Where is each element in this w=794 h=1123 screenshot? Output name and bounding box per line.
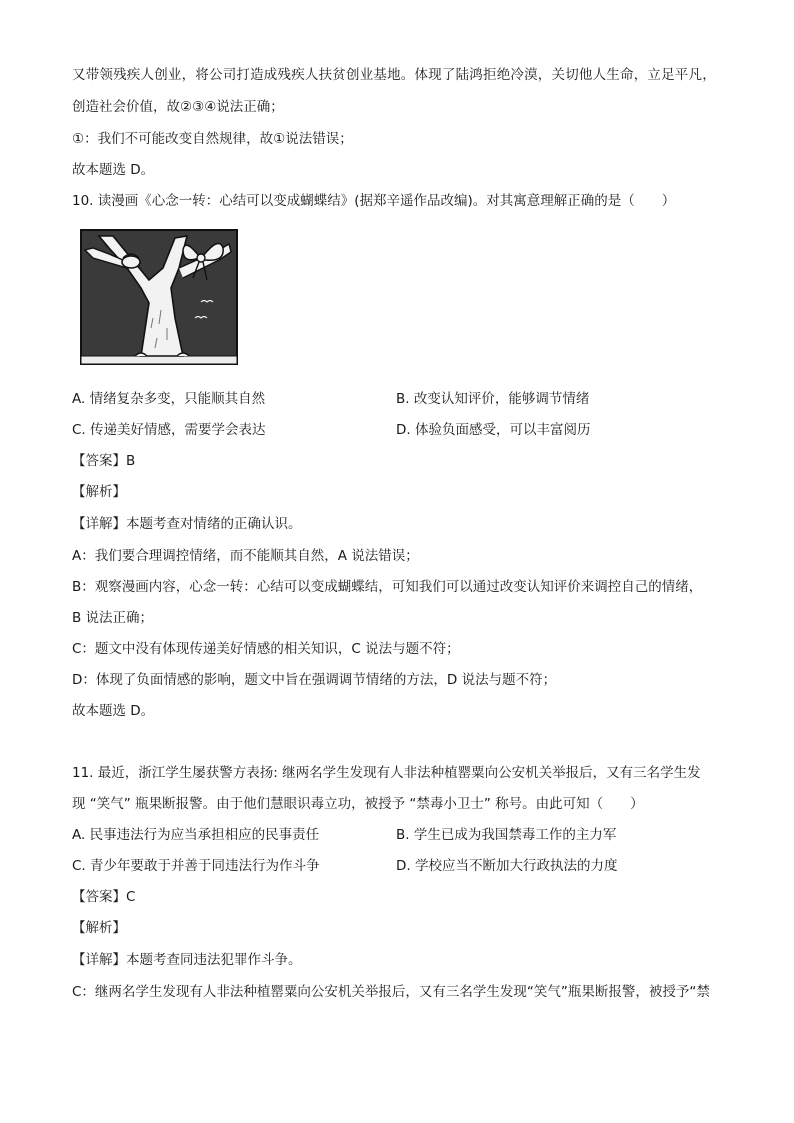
q9-conclusion: 故本题选 D。 <box>72 162 155 178</box>
q10-explanation-c: C：题文中没有体现传递美好情感的相关知识，C 说法与题不符； <box>72 641 460 657</box>
q11-option-c: C. 青少年要敢于并善于同违法行为作斗争 <box>72 858 320 874</box>
q10-explanation-b-line-1: B：观察漫画内容，心念一转：心结可以变成蝴蝶结，可知我们可以通过改变认知评价来调控自己的情绪， <box>72 579 703 595</box>
q11-option-b: B. 学生已成为我国禁毒工作的主力军 <box>396 827 617 843</box>
q10-explanation-a: A：我们要合理调控情绪，而不能顺其自然，A 说法错误； <box>72 548 419 564</box>
q11-stem-line-1: 11. 最近，浙江学生屡获警方表扬: 继两名学生发现有人非法种植罂粟向公安机关举报后，又有三名学生发 <box>72 765 701 781</box>
q10-option-b: B. 改变认知评价，能够调节情绪 <box>396 391 590 407</box>
q11-answer: 【答案】C <box>72 889 136 905</box>
q10-explanation-b-line-2: B 说法正确； <box>72 610 154 626</box>
q9-text-line-2: 创造社会价值，故②③④说法正确； <box>72 99 284 115</box>
q10-detail: 【详解】本题考查对情绪的正确认识。 <box>72 516 302 532</box>
q11-detail: 【详解】本题考查同违法犯罪作斗争。 <box>72 952 302 968</box>
q11-explanation-c: C：继两名学生发现有人非法种植罂粟向公安机关举报后，又有三名学生发现“笑气”瓶果断报警，被授予“禁 <box>72 984 710 1000</box>
q9-text-line-3: ①：我们不可能改变自然规律，故①说法错误； <box>72 131 353 147</box>
q10-answer: 【答案】B <box>72 453 136 469</box>
q11-stem-line-2: 现 “笑气” 瓶果断报警。由于他们慧眼识毒立功，被授予 “禁毒小卫士” 称号。由此可知（ ） <box>72 796 644 812</box>
q9-text-line-1: 又带领残疾人创业，将公司打造成残疾人扶贫创业基地。体现了陆鸿拒绝冷漠，关切他人生命，立足平凡， <box>72 67 716 83</box>
q10-option-a: A. 情绪复杂多变，只能顺其自然 <box>72 391 266 407</box>
q11-analysis-heading: 【解析】 <box>72 920 126 936</box>
q10-analysis-heading: 【解析】 <box>72 484 126 500</box>
q10-explanation-d: D：体现了负面情感的影响，题文中旨在强调调节情绪的方法，D 说法与题不符； <box>72 672 557 688</box>
q10-stem: 10. 读漫画《心念一转：心结可以变成蝴蝶结》(据郑辛遥作品改编)。对其寓意理解正确的是（ ） <box>72 193 676 209</box>
q10-conclusion: 故本题选 D。 <box>72 703 155 719</box>
cartoon-image <box>79 228 239 370</box>
q11-option-a: A. 民事违法行为应当承担相应的民事责任 <box>72 827 320 843</box>
q10-option-d: D. 体验负面感受，可以丰富阅历 <box>396 422 591 438</box>
q11-option-d: D. 学校应当不断加大行政执法的力度 <box>396 858 618 874</box>
q10-option-c: C. 传递美好情感，需要学会表达 <box>72 422 266 438</box>
